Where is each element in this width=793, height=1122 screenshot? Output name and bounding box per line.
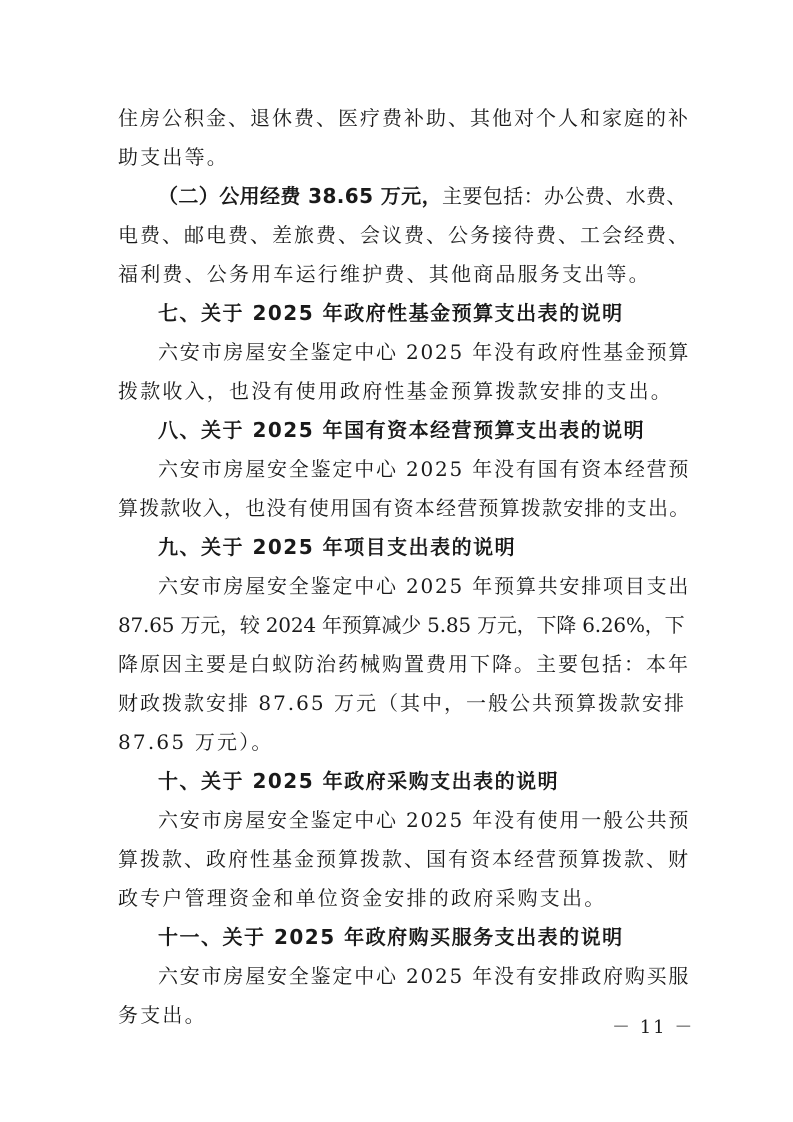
body-text-line: 六安市房屋安全鉴定中心 2025 年没有国有资本经营预 bbox=[158, 457, 691, 481]
section-heading: 九、关于 2025 年项目支出表的说明 bbox=[158, 535, 517, 559]
body-text-line: 六安市房屋安全鉴定中心 2025 年预算共安排项目支出 bbox=[158, 574, 691, 598]
section-heading: 八、关于 2025 年国有资本经营预算支出表的说明 bbox=[158, 418, 646, 442]
body-text-line: 财政拨款安排 87.65 万元（其中，一般公共预算拨款安排 bbox=[118, 691, 686, 715]
body-text-line: 算拨款、政府性基金预算拨款、国有资本经营预算拨款、财 bbox=[118, 847, 690, 871]
body-text-line: 政专户管理资金和单位资金安排的政府采购支出。 bbox=[118, 886, 607, 910]
body-text-line: 算拨款收入，也没有使用国有资本经营预算拨款安排的支出。 bbox=[118, 496, 691, 520]
section-heading: 十、关于 2025 年政府采购支出表的说明 bbox=[158, 769, 560, 793]
section-heading: 七、关于 2025 年政府性基金预算支出表的说明 bbox=[158, 301, 624, 325]
section-heading: 十一、关于 2025 年政府购买服务支出表的说明 bbox=[158, 925, 624, 949]
body-text-line: 降原因主要是白蚁防治药械购置费用下降。主要包括：本年 bbox=[118, 652, 690, 676]
body-text: 主要包括：办公费、水费、 bbox=[442, 184, 687, 208]
page-number: － 11 － bbox=[612, 1017, 695, 1038]
body-text-line: 六安市房屋安全鉴定中心 2025 年没有使用一般公共预 bbox=[158, 808, 691, 832]
body-text-line: 拨款收入，也没有使用政府性基金预算拨款安排的支出。 bbox=[118, 379, 673, 403]
body-text-line: 六安市房屋安全鉴定中心 2025 年没有政府性基金预算 bbox=[158, 340, 691, 364]
subsection-heading: （二）公用经费 38.65 万元， bbox=[158, 184, 442, 208]
body-text-line: 六安市房屋安全鉴定中心 2025 年没有安排政府购买服 bbox=[158, 964, 691, 988]
body-text-line: 电费、邮电费、差旅费、会议费、公务接待费、工会经费、 bbox=[118, 223, 690, 247]
body-text-line: 87.65 万元）。 bbox=[118, 730, 274, 754]
body-text-line: 务支出。 bbox=[118, 1003, 207, 1027]
body-text-line: 助支出等。 bbox=[118, 145, 229, 169]
body-text-line: 住房公积金、退休费、医疗费补助、其他对个人和家庭的补 bbox=[118, 106, 690, 130]
body-text-line: 福利费、公务用车运行维护费、其他商品服务支出等。 bbox=[118, 262, 651, 286]
body-text-line: 87.65 万元，较 2024 年预算减少 5.85 万元，下降 6.26%，下 bbox=[118, 613, 685, 637]
subsection-heading-line bbox=[158, 181, 687, 211]
